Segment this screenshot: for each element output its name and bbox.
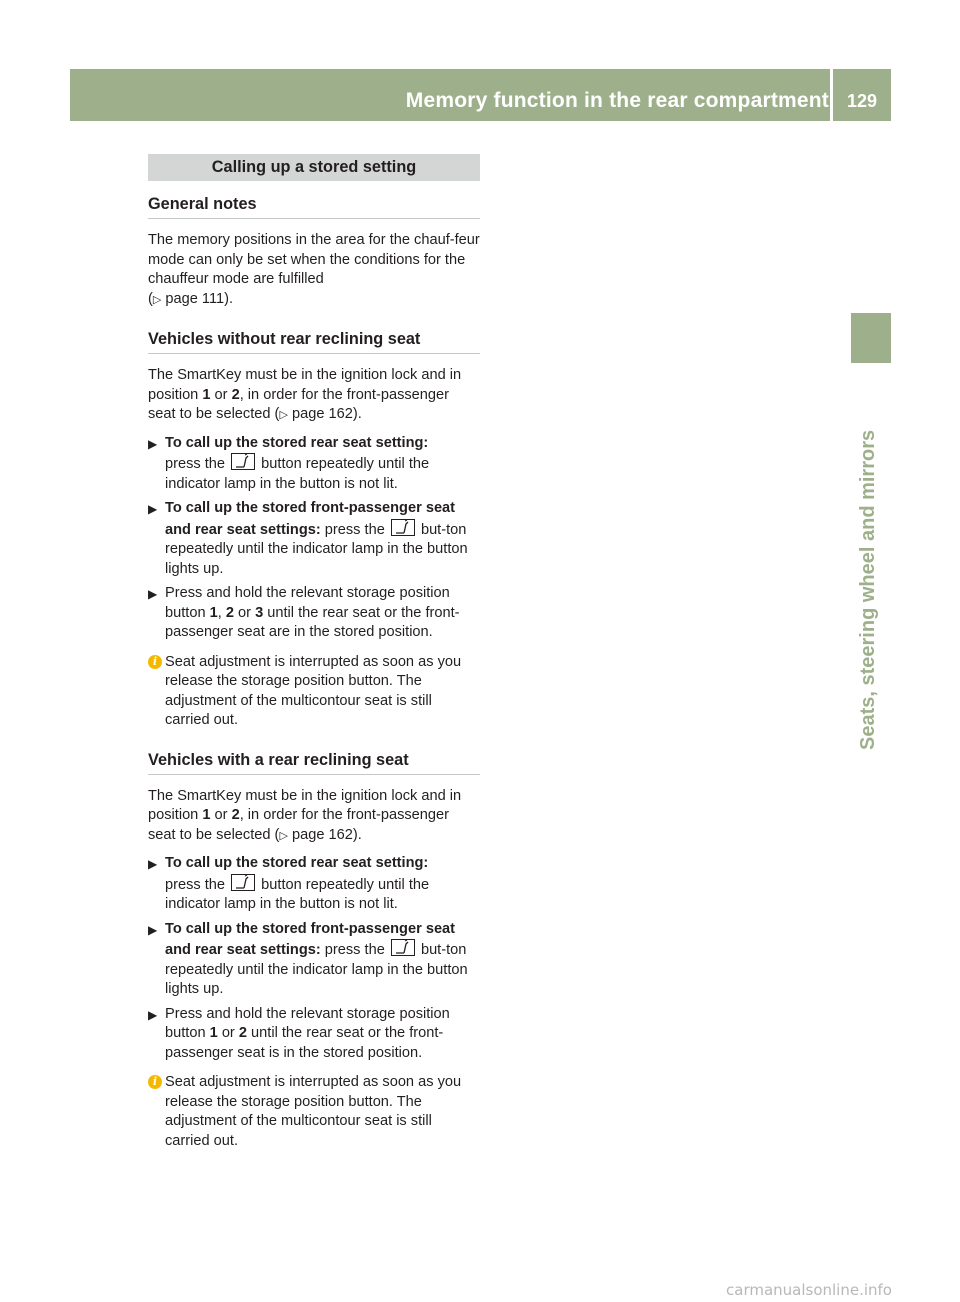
page-ref-link[interactable]: page 111). xyxy=(165,290,234,307)
instruction-step: ▶ To call up the stored front-passenger seat and rear seat settings: press the but-ton repeatedly until the indicator lamp in the button lights up. xyxy=(148,500,468,577)
page-ref-arrow-icon: ▷ xyxy=(152,293,162,306)
heading-without-reclining: Vehicles without rear reclining seat xyxy=(148,328,480,354)
seat-button-icon xyxy=(231,874,255,891)
step-arrow-icon: ▶ xyxy=(148,857,158,871)
seat-button-icon xyxy=(391,519,415,536)
instruction-step: ▶ Press and hold the relevant storage position button 1, 2 or 3 until the rear seat or the front-passenger seat are in the stored position. xyxy=(148,585,460,640)
info-icon: i xyxy=(148,655,162,669)
page-number: 129 xyxy=(846,91,878,111)
running-header-title: Memory function in the rear compartment xyxy=(405,89,829,112)
page-ref-link[interactable]: page 162). xyxy=(291,826,362,843)
info-note: i Seat adjustment is interrupted as soon as you release the storage position button. The adjustment of the multicontour seat is still carried out. xyxy=(148,1073,480,1151)
info-note: i Seat adjustment is interrupted as soon as you release the storage position button. The adjustment of the multicontour seat is still carried out. xyxy=(148,653,480,731)
step-arrow-icon: ▶ xyxy=(148,587,158,601)
page-ref-link[interactable]: page 162). xyxy=(291,406,362,422)
general-notes-text: The memory positions in the area for the chauf-feur mode can only be set when the conditions for the chauffeur mode are fulfilled (▷ page 111). xyxy=(148,232,480,307)
step-arrow-icon: ▶ xyxy=(148,922,158,937)
instruction-step: ▶ To call up the stored rear seat setting: press the button repeatedly until the indicator lamp in the button is not lit. xyxy=(148,434,430,492)
without-reclining-intro: The SmartKey must be in the ignition lock and in position 1 or 2, in order for the front-passenger seat to be selected (▷ page 162). xyxy=(148,367,462,422)
seat-button-icon xyxy=(231,453,255,470)
heading-general-notes: General notes xyxy=(148,193,480,219)
step-arrow-icon: ▶ xyxy=(148,502,158,516)
page-ref-arrow-icon: ▷ xyxy=(279,409,288,421)
seat-button-icon xyxy=(391,939,415,956)
instruction-step: ▶ To call up the stored front-passenger seat and rear seat settings: press the but-ton repeatedly until the indicator lamp in the button lights up. xyxy=(148,920,468,997)
side-tab-marker xyxy=(851,313,891,363)
step-arrow-icon: ▶ xyxy=(148,436,158,451)
main-column xyxy=(148,154,480,1159)
section-title: Calling up a stored setting xyxy=(148,154,480,181)
step-arrow-icon: ▶ xyxy=(148,1007,158,1022)
with-reclining-intro: The SmartKey must be in the ignition lock and in position 1 or 2, in order for the front-passenger seat to be selected (▷ page 162). xyxy=(148,787,462,843)
heading-with-reclining: Vehicles with a rear reclining seat xyxy=(148,749,480,775)
instruction-step: ▶ To call up the stored rear seat setting: press the button repeatedly until the indicator lamp in the button is not lit. xyxy=(148,855,430,912)
side-tab xyxy=(850,380,890,750)
watermark: carmanualsonline.info xyxy=(726,1281,892,1299)
side-tab-label: Seats, steering wheel and mirrors xyxy=(857,429,879,750)
page-ref-arrow-icon: ▷ xyxy=(279,829,288,842)
instruction-step: ▶ Press and hold the relevant storage position button 1 or 2 until the rear seat or the front-passenger seat is in the stored position. xyxy=(148,1005,450,1061)
info-icon: i xyxy=(148,1075,162,1089)
